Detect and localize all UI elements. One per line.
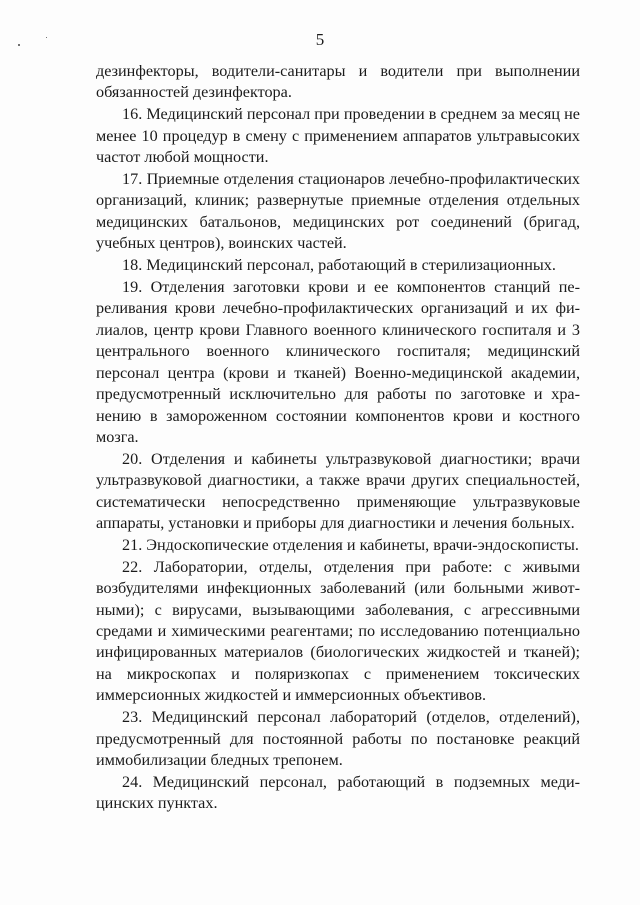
paragraph-17: 17. Приемные отделения стационаров лечебно-профилактических организаций, клиник; развернутые приемные отделения отдельных медицинских батальонов, медицинских рот соединений (бригад, учебных центров), воинских частей. (96, 170, 580, 253)
page-number: 5 (315, 30, 325, 49)
document-body (96, 61, 580, 815)
paragraph-19: 19. Отделения заготовки крови и ее компонентов станций переливания крови лечебно-профилактических организаций и их филиалов, центр крови Главного военного клинического госпиталя и 3 центрального военного клинического госпиталя; медицинский персонал центра (крови и тканей) Военно-медицинской академии, предусмотренный исключительно для работы по заготовке и хранению в замороженном состоянии компонентов крови и костного мозга. (96, 278, 580, 446)
paragraph-20: 20. Отделения и кабинеты ультразвуковой диагностики; врачи ультразвуковой диагностики, а также врачи других специальностей, систематически непосредственно применяющие ультразвуковые аппараты, установки и приборы для диагностики и лечения больных. (96, 449, 580, 533)
paragraph-21: 21. Эндоскопические отделения и кабинеты, врачи-эндоскописты. (122, 535, 579, 554)
paragraph-16: 16. Медицинский персонал при проведении в среднем за месяц не менее 10 процедур в смену с применением аппаратов ультравысоких частот любой мощности. (96, 105, 580, 167)
paragraph-18: 18. Медицинский персонал, работающий в стерилизационных. (122, 256, 556, 275)
paragraph-continuation: дезинфекторы, водители-санитары и водители при выполнении обязанностей дезинфектора. (96, 62, 580, 102)
paragraph-22: 22. Лаборатории, отделы, отделения при работе: с живыми возбудителями инфекционных заболеваний (или больными животными); с вирусами, вызывающими заболевания, с агрессивными средами и химическими реагентами; по исследованию потенциально инфицированных материалов (биологических жидкостей и тканей); на микроскопах и поляризкопах с применением токсических иммерсионных жидкостей и иммерсионных объективов. (96, 557, 580, 705)
paragraph-24: 24. Медицинский персонал, работающий в подземных медицинских пунктах. (96, 772, 580, 813)
paragraph-23: 23. Медицинский персонал лабораторий (отделов, отделений), предусмотренный для постоянной работы по постановке реакций иммобилизации бледных трепонем. (96, 708, 580, 769)
